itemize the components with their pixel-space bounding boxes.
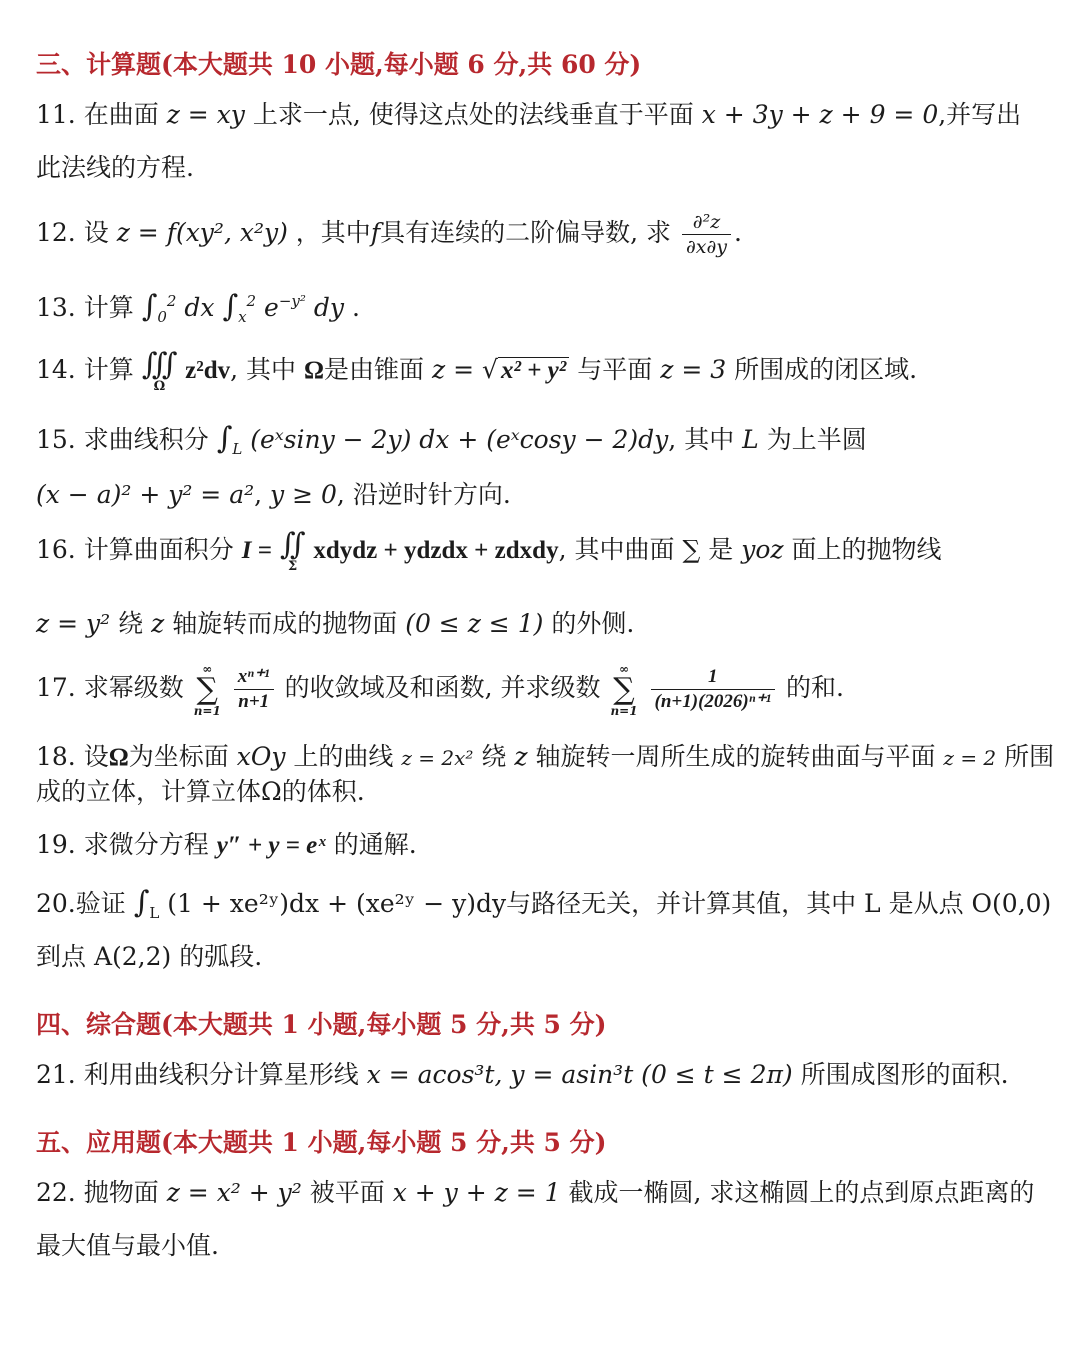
problem-text: 上求一点, 使得这点处的法线垂直于平面 bbox=[252, 100, 694, 129]
sigma-icon: ∑ bbox=[613, 671, 635, 707]
upper-limit: 2 bbox=[246, 292, 257, 310]
lower-limit: x bbox=[238, 308, 247, 326]
exponential: e bbox=[264, 293, 279, 322]
summation-1 bbox=[194, 663, 221, 717]
problem-text: 轴旋转一周所生成的旋转曲面与平面 bbox=[535, 742, 936, 771]
section-4-heading: 四、综合题(本大题共 1 小题,每小题 5 分,共 5 分) bbox=[36, 1010, 607, 1039]
sum-upper: ∞ bbox=[619, 661, 629, 676]
integral-name: I = bbox=[241, 537, 272, 564]
fraction-numerator: 1 bbox=[651, 665, 776, 690]
fraction-numerator: ∂²z bbox=[682, 210, 731, 235]
problem-15-line-1 bbox=[36, 422, 1050, 457]
problem-text: 为上半圆 bbox=[766, 425, 867, 454]
problem-number: 12. bbox=[36, 218, 76, 247]
problem-number: 22. bbox=[36, 1178, 76, 1207]
problem-text: 设 bbox=[83, 742, 109, 771]
parabola-equation: z = y² bbox=[36, 609, 111, 638]
problem-14 bbox=[36, 347, 1050, 394]
problem-number: 17. bbox=[36, 673, 76, 702]
problem-text: ，其中 bbox=[295, 218, 371, 247]
square-root: x² + y² bbox=[498, 357, 569, 384]
problem-21 bbox=[36, 1058, 1050, 1092]
problem-20-line-2: 到点 A(2,2) 的弧段. bbox=[36, 942, 263, 971]
math-expression: z = f(xy², x²y) bbox=[116, 218, 288, 247]
math-expression: z = xy bbox=[166, 100, 245, 129]
section-3-heading: 三、计算题(本大题共 10 小题,每小题 6 分,共 60 分) bbox=[36, 50, 642, 79]
problem-text: 所围成图形的面积. bbox=[800, 1060, 1009, 1089]
math-expression: x + 3y + z + 9 = 0 bbox=[701, 100, 939, 129]
integral-surface: Σ bbox=[288, 559, 298, 574]
problem-text: 设 bbox=[83, 218, 109, 247]
surface-integral bbox=[279, 527, 306, 574]
math-symbol: Ω bbox=[108, 744, 129, 771]
plane-name: yoz bbox=[741, 535, 784, 564]
circle-equation: (x − a)² + y² = a² bbox=[36, 480, 255, 509]
plane-equation: z = 3 bbox=[660, 355, 727, 384]
problem-text: 计算 bbox=[83, 355, 134, 384]
exponent: −y² bbox=[278, 292, 306, 310]
problem-number: 20. bbox=[36, 889, 76, 918]
integral-sign: ∫ bbox=[222, 289, 239, 324]
plane-equation: z = 2 bbox=[943, 746, 997, 770]
paraboloid-equation: z = x² + y² bbox=[166, 1178, 302, 1207]
problem-text: 在曲面 bbox=[83, 100, 159, 129]
upper-limit: 2 bbox=[166, 292, 177, 310]
problem-text: 上的曲线 bbox=[293, 742, 394, 771]
problem-20-line-1 bbox=[36, 886, 1050, 921]
integrand: (eˣsiny − 2y) dx + (eˣcosy − 2)dy bbox=[250, 425, 669, 454]
problem-text: 的外侧. bbox=[551, 609, 635, 638]
sum-lower: n=1 bbox=[610, 703, 638, 718]
cone-lhs: z = bbox=[431, 355, 475, 384]
problem-number: 14. bbox=[36, 355, 76, 384]
problem-16-line-1 bbox=[36, 527, 1050, 574]
math-symbol: ∑ bbox=[682, 535, 701, 564]
problem-text: 截成一椭圆, 求这椭圆上的点到原点距离的 bbox=[568, 1178, 1035, 1207]
problem-22-line-2: 最大值与最小值. bbox=[36, 1231, 219, 1260]
fraction-denominator: n+1 bbox=[238, 691, 270, 712]
problem-number: 13. bbox=[36, 293, 76, 322]
curve-equation: z = 2x² bbox=[401, 746, 474, 770]
double-integral-expression bbox=[141, 289, 352, 326]
problem-text: 验证 bbox=[75, 889, 126, 918]
problem-11-line-1 bbox=[36, 98, 1050, 132]
series-term-1 bbox=[234, 665, 274, 714]
range: (0 ≤ z ≤ 1) bbox=[405, 609, 544, 638]
problem-text: 具有连续的二阶偏导数, 求 bbox=[380, 218, 671, 247]
lower-limit: 0 bbox=[157, 308, 167, 326]
integrand: xdydz + ydzdx + zdxdy bbox=[313, 537, 559, 564]
integral-sign: ∫ bbox=[133, 885, 150, 920]
problem-number: 18. bbox=[36, 742, 76, 771]
problem-text: , 其中 bbox=[230, 355, 297, 384]
problem-text: 的通解. bbox=[333, 830, 417, 859]
problem-text: 与路径无关，并计算其值，其中 L 是从点 O(0,0) bbox=[506, 889, 1052, 918]
problem-text: 与平面 bbox=[577, 355, 653, 384]
problem-text: 绕 bbox=[118, 609, 144, 638]
problem-text: ,并写出 bbox=[938, 100, 1022, 129]
plane-equation: x + y + z = 1 bbox=[392, 1178, 561, 1207]
problem-text: 被平面 bbox=[309, 1178, 385, 1207]
sum-lower: n=1 bbox=[193, 703, 221, 718]
problem-number: 19. bbox=[36, 830, 76, 859]
problem-text: . bbox=[351, 293, 360, 322]
problem-text: 计算曲面积分 bbox=[83, 535, 234, 564]
problem-number: 15. bbox=[36, 425, 76, 454]
double-integral-sign: ∬ bbox=[279, 527, 306, 562]
sum-upper: ∞ bbox=[202, 661, 213, 676]
partial-derivative-fraction bbox=[682, 210, 731, 259]
problem-12 bbox=[36, 208, 1050, 259]
problem-text: 为坐标面 bbox=[128, 742, 229, 771]
astroid-equation: x = acos³t, y = asin³t (0 ≤ t ≤ 2π) bbox=[366, 1060, 793, 1089]
triple-integral-sign: ∭ bbox=[141, 347, 178, 382]
integral-domain: Ω bbox=[153, 379, 166, 394]
problem-text: 求幂级数 bbox=[83, 673, 184, 702]
problem-text: 求曲线积分 bbox=[83, 425, 209, 454]
fraction-denominator: (n+1)(2026)ⁿ⁺¹ bbox=[654, 691, 772, 712]
integral-sign: ∫ bbox=[216, 421, 233, 456]
math-symbol: L bbox=[742, 425, 759, 454]
series-term-2 bbox=[651, 665, 776, 714]
problem-number: 16. bbox=[36, 535, 76, 564]
summation-2 bbox=[610, 663, 637, 717]
integral-path: L bbox=[232, 440, 243, 458]
axis-symbol: z bbox=[514, 742, 528, 771]
axis-symbol: z bbox=[151, 609, 165, 638]
condition: y ≥ 0 bbox=[270, 480, 337, 509]
plane-name: xOy bbox=[236, 742, 286, 771]
triple-integral bbox=[141, 347, 178, 394]
problem-text: 绕 bbox=[481, 742, 507, 771]
problem-text: , 其中 bbox=[668, 425, 735, 454]
problem-text: 所围 bbox=[1004, 742, 1055, 771]
problem-text: , bbox=[254, 480, 263, 509]
problem-text: 计算 bbox=[83, 293, 134, 322]
problem-number: 21. bbox=[36, 1060, 76, 1089]
problem-text: 抛物面 bbox=[83, 1178, 159, 1207]
problem-17 bbox=[36, 660, 1050, 717]
math-symbol: f bbox=[370, 218, 381, 247]
problem-text: 是由锥面 bbox=[324, 355, 425, 384]
integrand: (1 + xe²ʸ)dx + (xe²ʸ − y)dy bbox=[167, 889, 507, 918]
differential: dy bbox=[313, 293, 344, 322]
problem-13 bbox=[36, 290, 1050, 325]
section-5-heading: 五、应用题(本大题共 1 小题,每小题 5 分,共 5 分) bbox=[36, 1128, 607, 1157]
problem-text: . bbox=[734, 218, 742, 247]
problem-text: 是 bbox=[708, 535, 734, 564]
integral-path: L bbox=[149, 904, 160, 922]
math-symbol: Ω bbox=[303, 357, 324, 384]
problem-18-line-1 bbox=[36, 740, 1055, 775]
problem-text: , 沿逆时针方向. bbox=[336, 480, 511, 509]
problem-19 bbox=[36, 828, 1050, 863]
problem-text: 的和. bbox=[786, 673, 844, 702]
problem-text: 轴旋转而成的抛物面 bbox=[172, 609, 398, 638]
sigma-icon: ∑ bbox=[196, 671, 218, 707]
problem-text: 利用曲线积分计算星形线 bbox=[83, 1060, 359, 1089]
cone-equation: z = √ x² + y² bbox=[432, 355, 569, 384]
problem-text: 求微分方程 bbox=[83, 830, 209, 859]
problem-16-line-2 bbox=[36, 607, 1050, 641]
problem-text: 所围成的闭区域. bbox=[734, 355, 918, 384]
fraction-numerator: xⁿ⁺¹ bbox=[234, 665, 274, 690]
problem-text: 的收敛域及和函数, 并求级数 bbox=[284, 673, 601, 702]
differential: dx bbox=[184, 293, 215, 322]
problem-18-line-2: 成的立体，计算立体Ω的体积. bbox=[36, 777, 365, 806]
problem-text: 面上的抛物线 bbox=[791, 535, 942, 564]
integral-sign: ∫ bbox=[141, 289, 158, 324]
integrand: z²dv bbox=[185, 357, 231, 384]
problem-number: 11. bbox=[36, 100, 76, 129]
fraction-denominator: ∂x∂y bbox=[685, 236, 728, 258]
problem-11-line-2: 此法线的方程. bbox=[36, 153, 194, 182]
problem-22-line-1 bbox=[36, 1176, 1050, 1210]
differential-equation: y″ + y = eˣ bbox=[216, 832, 326, 859]
problem-text: , 其中曲面 bbox=[558, 535, 675, 564]
problem-15-line-2 bbox=[36, 478, 1050, 512]
